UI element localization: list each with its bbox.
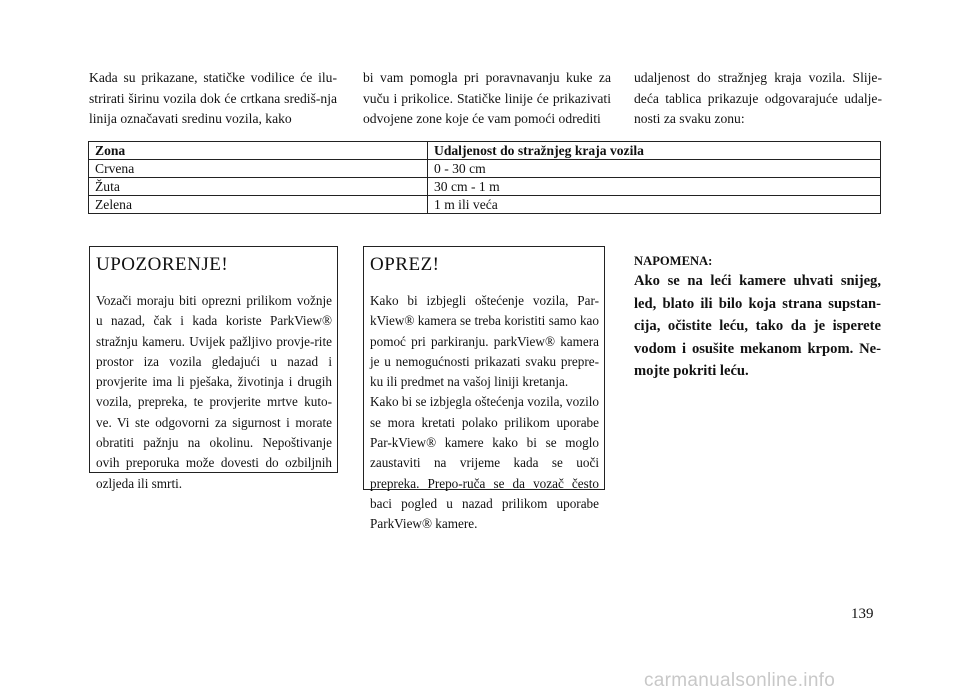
distance-cell: 30 cm - 1 m: [428, 178, 881, 196]
zone-cell: Crvena: [89, 160, 428, 178]
note-body: Ako se na leći kamere uhvati snijeg, led, blato ili bilo koja strana supstan-cija, očistite leću, tako da je isperete vodom i osušite mekanom krpom. Ne-mojte pokriti leću.: [634, 273, 881, 379]
warning-body: Vozači moraju biti oprezni prilikom vožnje u nazad, čak i kada koriste ParkView® stražnju kameru. Uvijek pažljivo provje-rite prostor iza vozila gledajući u nazad i provjerite ima li pješaka, životinja i drugih vozila, prepreka, te provjerite mrtve kuto-ve. Vi ste odgovorni za sigurnost i morate obratiti pažnju na okolinu. Nepoštivanje ovih preporuka može dovesti do ozbiljnih ozljeda ili smrti.: [96, 293, 332, 491]
zone-cell: Žuta: [89, 178, 428, 196]
intro-column-3: udaljenost do stražnjeg kraja vozila. Slije-deća tablica prikazuje odgovarajuće udalje-nosti za svaku zonu:: [634, 70, 882, 126]
distance-cell: 1 m ili veća: [428, 196, 881, 214]
intro-column-2: bi vam pomogla pri poravnavanju kuke za vuču i prikolice. Statičke linije će prikazivati odvojene zone koje će vam pomoći odrediti: [363, 70, 611, 126]
distance-cell: 0 - 30 cm: [428, 160, 881, 178]
note-label: NAPOMENA:: [634, 254, 713, 268]
caution-title: OPREZ!: [370, 254, 440, 275]
caution-body-1: Kako bi izbjegli oštećenje vozila, Par-kView® kamera se treba koristiti samo kao pomoć pri parkiranju. parkView® kamera je u nemogućnosti prikazati svaku prepre-ku ili predmet na vašoj liniji kretanja.: [370, 293, 599, 390]
table-header-row: [89, 142, 881, 160]
header-distance: Udaljenost do stražnjeg kraja vozila: [428, 142, 881, 160]
header-zone: Zona: [89, 142, 428, 160]
table-row: [89, 160, 881, 178]
warning-box: [89, 246, 338, 491]
table-row: [89, 178, 881, 196]
warning-title: UPOZORENJE!: [96, 254, 229, 275]
zone-cell: Zelena: [89, 196, 428, 214]
table-row: [89, 196, 881, 214]
zone-distance-table: [88, 141, 881, 214]
page-number: 139: [851, 606, 874, 622]
intro-column-1: Kada su prikazane, statičke vodilice će ilu-strirati širinu vozila dok će crtkana središ-nja linija označavati sredinu vozila, kako: [89, 70, 337, 126]
caution-box: [363, 246, 605, 532]
caution-body-2: Kako bi se izbjegla oštećenja vozila, vozilo se mora kretati polako prilikom uporabe Par-kView® kamere kako bi se moglo zaustaviti na vrijeme kada se uoči prepreka. Prepo-ruča se da vozač često baci pogled u nazad prilikom uporabe ParkView® kamere.: [370, 394, 599, 532]
note-section: [634, 252, 881, 383]
watermark: carmanualsonline.info: [644, 670, 836, 691]
